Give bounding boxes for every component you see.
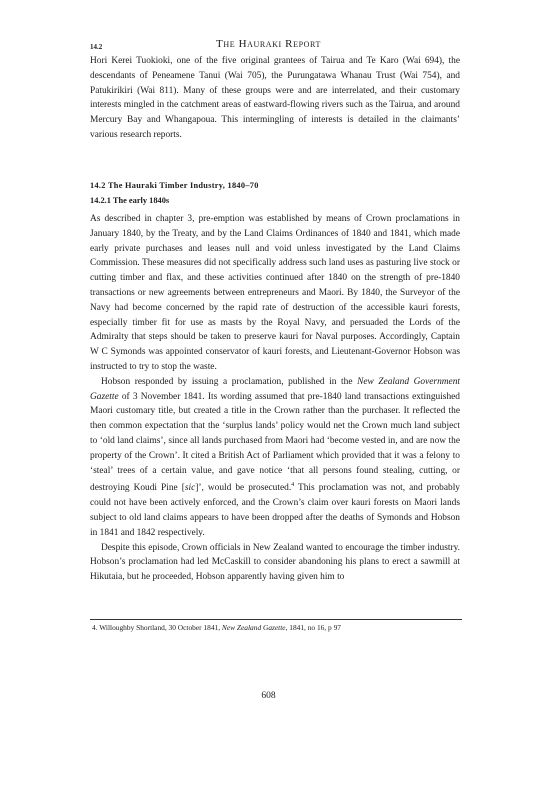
- sic-marker: sic: [184, 483, 196, 494]
- intro-block: [90, 54, 460, 143]
- gazette-title: New Zealand Government Gazette: [90, 376, 460, 402]
- footnote-reference[interactable]: 4: [291, 482, 295, 489]
- running-header-title: The Hauraki Report: [216, 38, 321, 50]
- intro-paragraph: Hori Kerei Tuokioki, one of the five original grantees of Tairua and Te Karo (Wai 694), the descendants of Peneamene Tanui (Wai 705), the Purungatawa Whanau Trust (Wai 754), and Patukirikiri (Wai 811). Many of these groups were and are interrelated, and their customary interests mingled in the catchment areas of eastward-flowing rivers such as the Tairua, and around Mercury Bay and Whangapoua. This intermingling of interests is detailed in the claimants’ various research reports.: [90, 56, 460, 140]
- paragraph-2-part-c: ]’, would be prosecuted.: [195, 483, 292, 494]
- footnote-part-b: , 1841, no 16, p 97: [285, 623, 341, 632]
- page-number: 608: [261, 691, 276, 701]
- subsection-heading: 14.2.1 The early 1840s: [90, 196, 170, 205]
- body-text: [90, 212, 460, 585]
- footnote: [92, 623, 341, 632]
- footnote-divider: [90, 619, 462, 620]
- footnote-part-a: 4. Willoughby Shortland, 30 October 1841,: [92, 623, 222, 632]
- paragraph-3: Despite this episode, Crown officials in New Zealand wanted to encourage the timber industry. Hobson’s proclamation had led McCaskill to consider abandoning his plans to erect a sawmill at Hikutaia, but he proceeded, Hobson apparently having given him to: [90, 542, 460, 583]
- section-heading: 14.2 The Hauraki Timber Industry, 1840–70: [90, 181, 259, 190]
- paragraph-2-part-b: of 3 November 1841. Its wording assumed that pre-1840 land transactions extinguished Maori customary title, but created a title in the Crown rather than the purchaser. It reflected the then common expectation that the ‘surplus lands’ policy would net the Crown much land subject to ‘old land claims’, since all lands purchased from Maori had ‘become vested in, and are now the property of the Crown’. It cited a British Act of Parliament which provided that it was a felony to ‘steal’ trees of a certain value, and gave notice ‘that all persons found stealing, cutting, or destroying Koudi Pine [: [90, 391, 460, 494]
- paragraph-2: [90, 375, 460, 541]
- footnote-gazette-title: New Zealand Gazette: [221, 623, 286, 632]
- paragraph-2-part-a: Hobson responded by issuing a proclamation, published in the: [101, 376, 358, 387]
- paragraph-2-part-d: This proclamation was not, and probably could not have been actively enforced, and the Crown’s claim over kauri forests on Maori lands subject to old land claims appears to have been dropped after the deaths of Symonds and Hobson in 1841 and 1842 respectively.: [90, 483, 460, 538]
- header-section-number: 14.2: [90, 43, 103, 51]
- paragraph-1: As described in chapter 3, pre-emption was established by means of Crown proclamations in January 1840, by the Treaty, and by the Land Claims Ordinances of 1840 and 1841, which made early private purchases and leases null and void unless investigated by the Land Claims Commission. These measures did not specifically address such land uses as pasturing live stock or cutting timber and flax, and these activities continued after 1840 on the strength of pre-1840 transactions or new agreements between entrepreneurs and Maori. By 1840, the Surveyor of the Navy had become concerned by the rapid rate of destruction of the accessible kauri forests, especially timber fit for use as masts by the Royal Navy, and persuaded the Lords of the Admiralty that steps should be taken to preserve kauri for Naval purposes. Accordingly, Captain W C Symonds was appointed conservator of kauri forests, and Lieutenant-Governor Hobson was instructed to try to stop the waste.: [90, 214, 460, 372]
